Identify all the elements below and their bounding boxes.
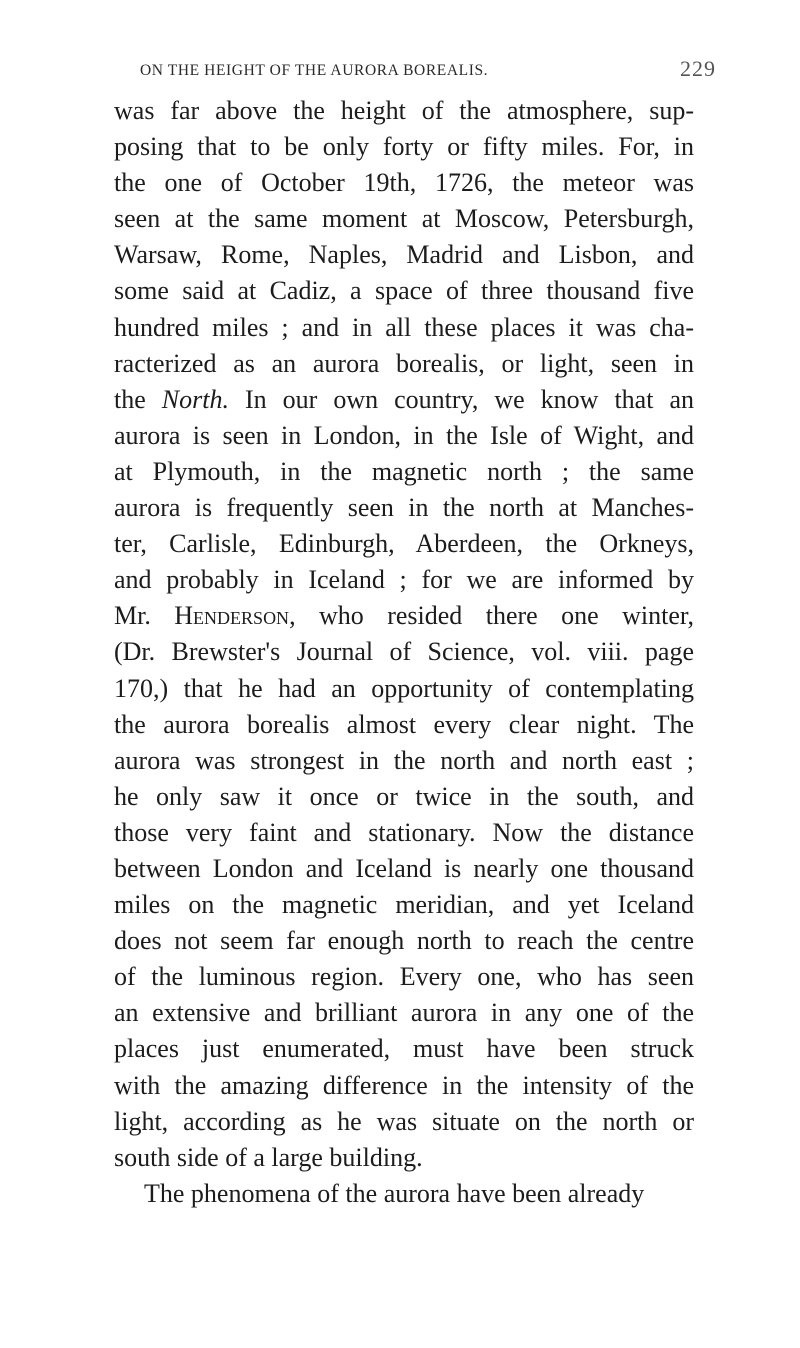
text-line: some said at Cadiz, a space of three thousand five bbox=[114, 276, 694, 306]
text-line-henderson bbox=[114, 598, 694, 634]
text-line: 170,) that he had an opportunity of contemplating bbox=[114, 673, 694, 703]
text-line: at Plymouth, in the magnetic north ; the same bbox=[114, 456, 694, 486]
running-head: ON THE HEIGHT OF THE AURORA BOREALIS. bbox=[140, 62, 489, 79]
text-line: light, according as he was situate on the north or bbox=[114, 1106, 694, 1136]
text-line: an extensive and brilliant aurora in any one of the bbox=[114, 998, 694, 1028]
text-line: with the amazing difference in the intensity of the bbox=[114, 1070, 694, 1100]
page-number: 229 bbox=[680, 56, 716, 81]
text-line: those very faint and stationary. Now the distance bbox=[114, 817, 694, 847]
text-line: the aurora borealis almost every clear night. The bbox=[114, 709, 694, 739]
text-segment: In our own country, we know that an bbox=[228, 384, 694, 414]
text-line: (Dr. Brewster's Journal of Science, vol. viii. page bbox=[114, 637, 694, 667]
text-line: aurora is frequently seen in the north at Manches- bbox=[114, 493, 694, 523]
text-line: posing that to be only forty or fifty miles. For, in bbox=[114, 132, 694, 162]
text-line-north bbox=[114, 382, 694, 418]
text-line: hundred miles ; and in all these places it was cha- bbox=[114, 312, 694, 342]
text-line: he only saw it once or twice in the south, and bbox=[114, 781, 694, 811]
text-line: places just enumerated, must have been struck bbox=[114, 1034, 694, 1064]
smallcaps-name-henderson: Henderson bbox=[174, 601, 290, 631]
text-line: south side of a large building. bbox=[114, 1142, 423, 1172]
text-line: racterized as an aurora borealis, or light, seen in bbox=[114, 348, 694, 378]
text-line: the one of October 19th, 1726, the meteor was bbox=[114, 168, 694, 198]
text-line: between London and Iceland is nearly one thousand bbox=[114, 853, 694, 883]
text-line: ter, Carlisle, Edinburgh, Aberdeen, the Orkneys, bbox=[114, 529, 694, 559]
italic-word-north: North. bbox=[161, 384, 229, 414]
text-line: aurora was strongest in the north and north east ; bbox=[114, 745, 694, 775]
text-segment: the bbox=[114, 384, 162, 414]
text-line: seen at the same moment at Moscow, Petersburgh, bbox=[114, 204, 694, 234]
text-line: of the luminous region. Every one, who has seen bbox=[114, 962, 694, 992]
paragraph-start-line: The phenomena of the aurora have been already bbox=[144, 1178, 645, 1208]
text-segment: Mr. bbox=[114, 601, 175, 631]
text-line: and probably in Iceland ; for we are informed by bbox=[114, 565, 694, 595]
text-line: Warsaw, Rome, Naples, Madrid and Lisbon, and bbox=[114, 240, 694, 270]
text-line: miles on the magnetic meridian, and yet Iceland bbox=[114, 890, 694, 920]
text-line: aurora is seen in London, in the Isle of Wight, and bbox=[114, 420, 694, 450]
text-line: was far above the height of the atmosphere, sup- bbox=[114, 96, 694, 125]
body-text bbox=[114, 93, 694, 1212]
text-segment: , who resided there one winter, bbox=[289, 601, 694, 631]
text-line: does not seem far enough north to reach the centre bbox=[114, 926, 694, 956]
